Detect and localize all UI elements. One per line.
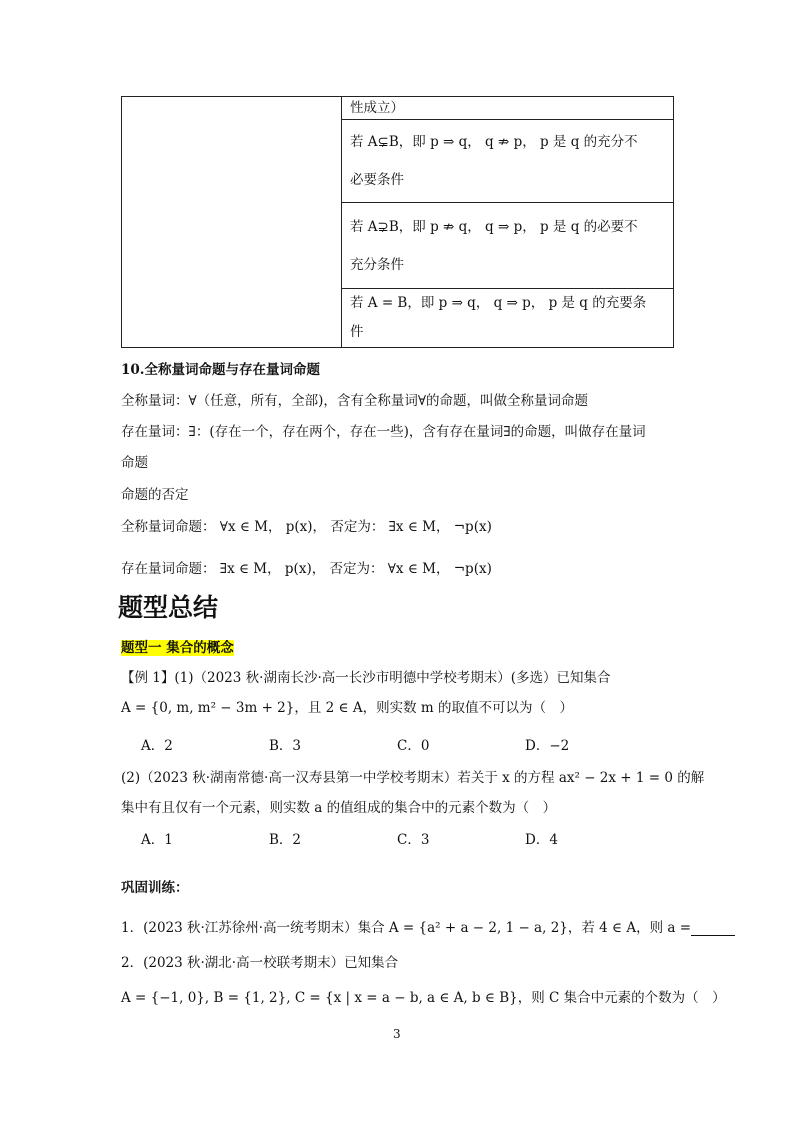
example-text: 【例 1】(1)（2023 秋·湖南长沙·高一长沙市明德中学校考期末）(多选）已知集合 [121,670,611,686]
option: A．1 [141,832,173,848]
paragraph: 命题的否定 [121,487,189,503]
table-cell-row4: 若 A = B，即 p ⇒ q， q ⇒ p， p 是 q 的充要条 件 [342,289,674,348]
highlighted-heading: 题型一 集合的概念 [121,640,234,656]
option: C．0 [397,738,430,754]
example-text: (2)（2023 秋·湖南常德·高一汉寿县第一中学校考期末）若关于 x 的方程 ax² − 2x + 1 = 0 的解 [121,770,705,786]
answer-blank[interactable] [691,921,735,936]
formula-line: 存在量词命题： ∃x ∈ M， p(x)， 否定为： ∀x ∈ M， ¬p(x) [121,561,492,577]
example-text: A = {0, m, m² − 3m + 2}，且 2 ∈ A，则实数 m 的取值不可以为（ ） [121,700,573,716]
option: A．2 [141,738,173,754]
exercise-text: 2．(2023 秋·湖北·高一校联考期末）已知集合 [121,955,399,971]
options-row [141,828,681,848]
table-cell-row3: 若 A⊋B，即 p ⇏ q， q ⇒ p， p 是 q 的必要不 充分条件 [342,203,674,289]
formula-line: 全称量词命题： ∀x ∈ M， p(x)， 否定为： ∃x ∈ M， ¬p(x) [121,519,492,535]
page-number: 3 [393,1027,401,1041]
summary-title: 题型总结 [118,593,219,622]
paragraph: 命题 [121,455,148,471]
table-cell-row2: 若 A⊊B，即 p ⇒ q， q ⇏ p， p 是 q 的充分不 必要条件 [342,120,674,203]
table-left-cell [122,97,342,348]
type-heading [121,636,234,656]
option: B．2 [269,832,302,848]
exercise-text: A = {−1, 0}, B = {1, 2}, C = {x | x = a − b, a ∈ A, b ∈ B}，则 C 集合中元素的个数为（ ） [121,990,726,1006]
condition-table [121,96,674,348]
option: D．4 [525,832,558,848]
option: C．3 [397,832,430,848]
example-text: 集中有且仅有一个元素，则实数 a 的值组成的集合中的元素个数为（ ） [121,800,557,816]
exercise-text [121,916,735,936]
option: D．−2 [525,738,570,754]
exercise-1: 1．(2023 秋·江苏徐州·高一统考期末）集合 A = {a² + a − 2, 1 − a, 2}，若 4 ∈ A，则 a = [121,920,692,936]
paragraph: 全称量词：∀（任意，所有，全部)，含有全称量词∀的命题，叫做全称量词命题 [121,393,589,409]
option: B．3 [269,738,302,754]
options-row [141,734,681,754]
practice-heading: 巩固训练： [121,880,189,896]
paragraph: 存在量词：∃：(存在一个，存在两个，存在一些)，含有存在量词∃的命题，叫做存在量词 [121,424,646,440]
table-cell-row1: 性成立） [342,97,674,120]
section-heading: 10.全称量词命题与存在量词命题 [121,362,320,378]
